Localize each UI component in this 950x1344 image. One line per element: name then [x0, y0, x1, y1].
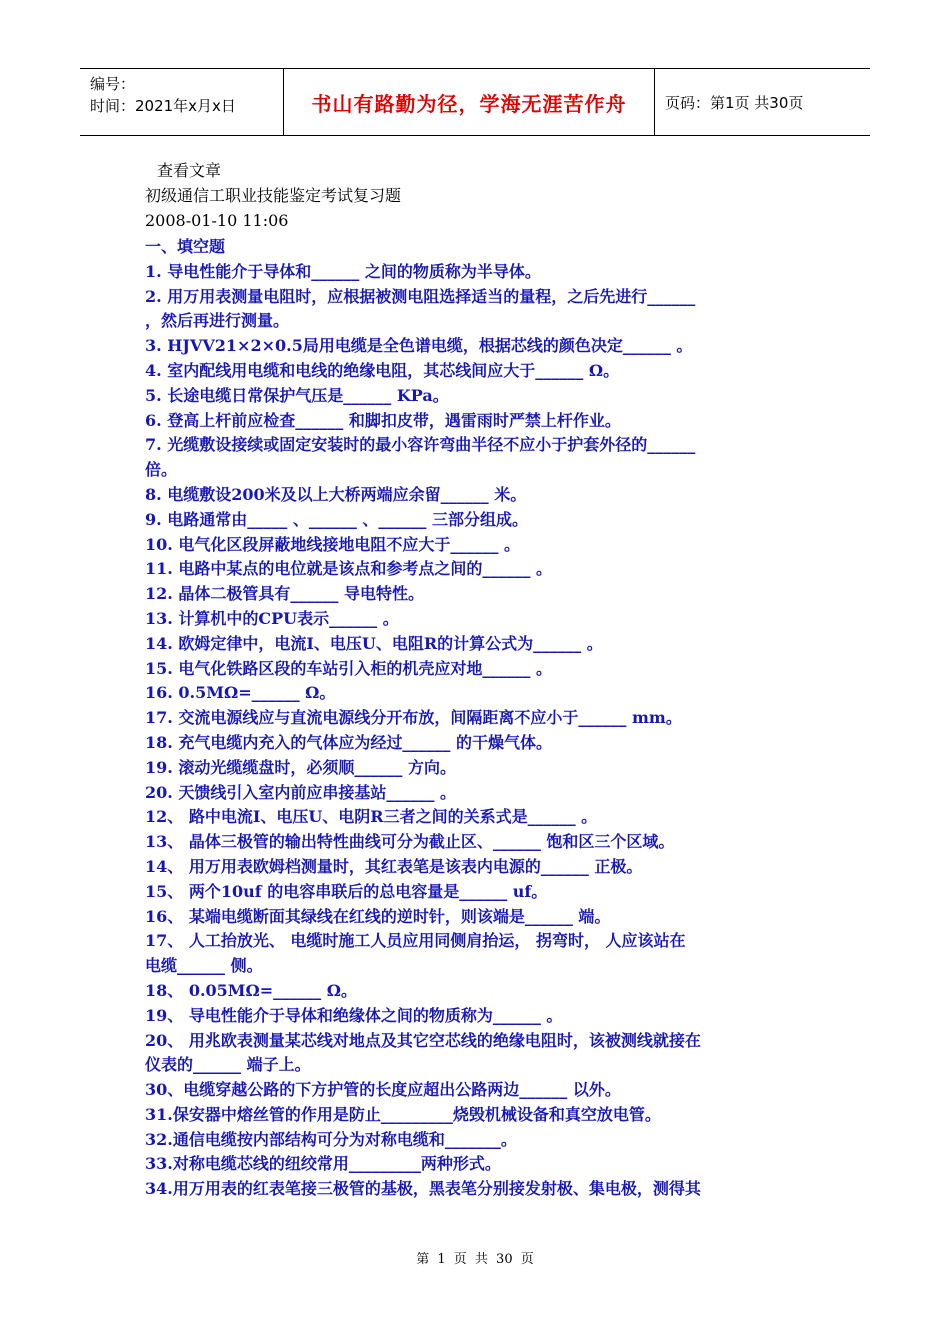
question-line: 17、 人工抬放光、 电缆时施工人员应用同侧肩抬运， 拐弯时， 人应该站在	[145, 931, 686, 951]
question-line: 9. 电路通常由_____ 、______ 、______ 三部分组成。	[145, 509, 528, 529]
question-line: 7. 光缆敷设接续或固定安装时的最小容许弯曲半径不应小于护套外径的______	[145, 435, 696, 455]
question-line: 15、 两个10uf 的电容串联后的总电容量是______ uf。	[145, 881, 548, 901]
question-line: 14、 用万用表欧姆档测量时，其红表笔是该表内电源的______ 正极。	[145, 856, 643, 876]
question-line: ，然后再进行测量。	[145, 311, 290, 331]
question-line: 16. 0.5MΩ=______ Ω。	[145, 683, 336, 703]
header-motto: 书山有路勤为径，学海无涯苦作舟	[283, 69, 655, 135]
question-line: 1. 导电性能介于导体和______ 之间的物质称为半导体。	[145, 261, 541, 281]
article-title: 初级通信工职业技能鉴定考试复习题	[145, 186, 402, 205]
question-line: 20. 天馈线引入室内前应串接基站______ 。	[145, 782, 456, 802]
question-line: 12、 路中电流I、电压U、电阴R三者之间的关系式是______ 。	[145, 807, 598, 827]
question-line: 10. 电气化区段屏蔽地线接地电阻不应大于______ 。	[145, 534, 520, 554]
question-line: 32.通信电缆按内部结构可分为对称电缆和_______。	[145, 1129, 517, 1149]
question-line: 17. 交流电源线应与直流电源线分开布放，间隔距离不应小于______ mm。	[145, 708, 682, 728]
question-line: 电缆______ 侧。	[145, 956, 263, 976]
question-line: 5. 长途电缆日常保护气压是______ KPa。	[145, 385, 449, 405]
question-list	[145, 235, 815, 1202]
question-line: 仪表的______ 端子上。	[145, 1055, 311, 1075]
question-line: 2. 用万用表测量电阻时，应根据被测电阻选择适当的量程，之后先进行______	[145, 286, 696, 306]
article-intro	[145, 158, 401, 233]
question-line: 34.用万用表的红表笔接三极管的基极，黑表笔分别接发射极、集电极，测得其	[145, 1179, 701, 1199]
page-header	[80, 68, 870, 136]
questions	[145, 260, 815, 1202]
header-meta	[80, 69, 283, 135]
question-line: 13、 晶体三极管的输出特性曲线可分为截止区、______ 饱和区三个区域。	[145, 832, 675, 852]
header-page-info: 页码：第1页 共30页	[665, 93, 804, 112]
question-line: 16、 某端电缆断面其绿线在红线的逆时针，则该端是______ 端。	[145, 906, 611, 926]
question-line: 6. 登高上杆前应检查______ 和脚扣皮带，遇雷雨时严禁上杆作业。	[145, 410, 621, 430]
question-line: 3. HJVV21×2×0.5局用电缆是全色谱电缆，根据芯线的颜色决定______ 。	[145, 336, 693, 356]
header-date: 时间：2021年x月x日	[90, 97, 236, 115]
header-number: 编号：	[90, 75, 136, 93]
question-line: 19、 导电性能介于导体和绝缘体之间的物质称为______ 。	[145, 1005, 563, 1025]
question-line: 31.保安器中熔丝管的作用是防止_________烧毁机械设备和真空放电管。	[145, 1104, 661, 1124]
page-footer: 第 1 页 共 30 页	[416, 1252, 534, 1267]
question-line: 12. 晶体二极管具有______ 导电特性。	[145, 584, 424, 604]
question-line: 33.对称电缆芯线的纽绞常用_________两种形式。	[145, 1154, 501, 1174]
question-line: 11. 电路中某点的电位就是该点和参考点之间的______ 。	[145, 559, 552, 579]
question-line: 14. 欧姆定律中，电流I、电压U、电阻R的计算公式为______ 。	[145, 633, 603, 653]
question-line: 18、 0.05MΩ=______ Ω。	[145, 980, 357, 1000]
question-line: 13. 计算机中的CPU表示______ 。	[145, 608, 399, 628]
question-line: 8. 电缆敷设200米及以上大桥两端应余留______ 米。	[145, 484, 527, 504]
question-line: 18. 充气电缆内充入的气体应为经过______ 的干燥气体。	[145, 732, 552, 752]
view-article-label: 查看文章	[157, 161, 222, 180]
question-line: 30、电缆穿越公路的下方护管的长度应超出公路两边______ 以外。	[145, 1080, 621, 1100]
article-timestamp: 2008-01-10 11:06	[145, 211, 289, 230]
section-title: 一、填空题	[145, 237, 226, 256]
question-line: 15. 电气化铁路区段的车站引入柜的机壳应对地______ 。	[145, 658, 552, 678]
question-line: 4. 室内配线用电缆和电线的绝缘电阻，其芯线间应大于______ Ω。	[145, 360, 620, 380]
question-line: 20、 用兆欧表测量某芯线对地点及其它空芯线的绝缘电阻时，该被测线就接在	[145, 1030, 701, 1050]
question-line: 19. 滚动光缆缆盘时，必须顺______ 方向。	[145, 757, 456, 777]
question-line: 倍。	[145, 460, 178, 480]
